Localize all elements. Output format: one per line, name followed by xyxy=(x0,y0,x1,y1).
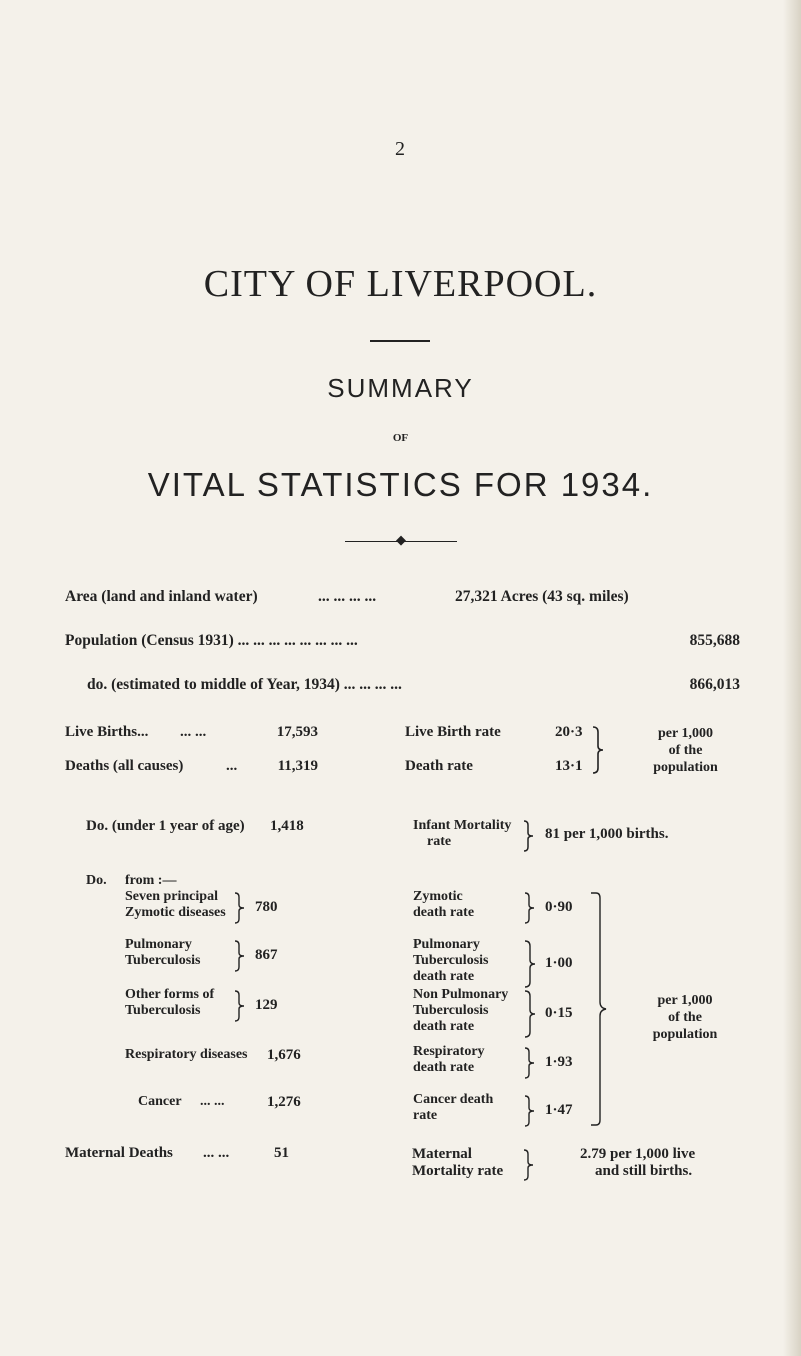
per-population-note-1: per 1,000 of the population xyxy=(653,726,718,775)
brace-cancer-rate xyxy=(524,1095,536,1127)
document-heading: VITAL STATISTICS FOR 1934. xyxy=(147,466,654,503)
rate-pulmonary-tb-value: 1·00 xyxy=(545,955,573,971)
cause-pulmonary-tb-count: 867 xyxy=(255,947,278,963)
maternal-deaths-label: Maternal Deaths xyxy=(65,1145,173,1161)
cause-cancer-leader: ... ... xyxy=(200,1094,225,1109)
rate-cancer-label: Cancer death rate xyxy=(413,1092,494,1123)
infant-mortality-value: 81 per 1,000 births. xyxy=(545,826,669,842)
infant-deaths-value: 1,418 xyxy=(270,818,304,834)
brace-other-tb-left xyxy=(234,990,246,1022)
rate-pulmonary-tb-label: Pulmonary Tuberculosis death rate xyxy=(413,937,489,984)
cause-respiratory-label: Respiratory diseases xyxy=(125,1047,248,1062)
rate-non-pulmonary-label: Non Pulmonary Tuberculosis death rate xyxy=(413,987,509,1034)
maternal-mortality-label: Maternal Mortality rate xyxy=(412,1146,504,1179)
cause-other-tb-count: 129 xyxy=(255,997,278,1013)
cause-other-tb-label: Other forms of Tuberculosis xyxy=(125,987,215,1018)
live-births-leader: ... ... xyxy=(180,724,207,740)
rate-respiratory-value: 1·93 xyxy=(545,1054,573,1070)
brace-zymotic-left xyxy=(234,892,246,924)
page-number: 2 xyxy=(395,138,405,160)
of-word: OF xyxy=(392,432,409,444)
brace-pulmonary-rate xyxy=(524,940,538,988)
area-label: Area (land and inland water) xyxy=(65,588,258,605)
brace-pulmonary-left xyxy=(234,940,246,972)
cause-cancer-label: Cancer xyxy=(138,1094,182,1109)
area-leader: ... ... ... ... xyxy=(318,588,377,605)
live-birth-rate-value: 20·3 xyxy=(555,724,583,740)
rate-zymotic-label: Zymotic death rate xyxy=(413,889,475,920)
cause-respiratory-count: 1,676 xyxy=(267,1047,301,1063)
cause-zymotic-count: 780 xyxy=(255,899,278,915)
from-label: from :— xyxy=(125,873,177,888)
rate-respiratory-label: Respiratory death rate xyxy=(413,1044,485,1075)
infant-deaths-label: Do. (under 1 year of age) xyxy=(86,818,245,834)
page-edge-shadow xyxy=(783,0,801,1356)
brace-rates-group xyxy=(590,892,612,1126)
deaths-all-value: 11,319 xyxy=(277,758,318,774)
per-population-note-2: per 1,000 of the population xyxy=(652,993,718,1042)
population-estimated-label: do. (estimated to middle of Year, 1934) ... ... ... ... xyxy=(87,676,402,693)
maternal-deaths-value: 51 xyxy=(274,1145,289,1161)
live-births-value: 17,593 xyxy=(276,724,318,740)
maternal-mortality-value: 2.79 per 1,000 live and still births. xyxy=(580,1146,696,1179)
rate-non-pulmonary-value: 0·15 xyxy=(545,1005,573,1021)
death-rate-value: 13·1 xyxy=(555,758,583,774)
brace-non-pulmonary-rate xyxy=(524,990,538,1038)
document-subtitle: SUMMARY xyxy=(327,373,474,403)
deaths-all-label: Deaths (all causes) xyxy=(65,758,184,774)
cause-cancer-count: 1,276 xyxy=(267,1094,301,1110)
brace-right-birth-death xyxy=(592,726,606,774)
cause-pulmonary-tb-label: Pulmonary Tuberculosis xyxy=(125,937,201,968)
brace-respiratory-rate xyxy=(524,1047,536,1079)
population-estimated-value: 866,013 xyxy=(689,676,740,693)
population-census-value: 855,688 xyxy=(689,632,740,649)
brace-maternal xyxy=(523,1149,535,1181)
brace-right-infant xyxy=(523,820,535,852)
cause-zymotic-label: Seven principal Zymotic diseases xyxy=(125,889,226,920)
live-births-label: Live Births... xyxy=(65,724,149,740)
live-birth-rate-label: Live Birth rate xyxy=(405,724,501,740)
population-census-label: Population (Census 1931) ... ... ... ... ... ... ... ... xyxy=(65,632,358,649)
death-rate-label: Death rate xyxy=(405,758,473,774)
brace-zymotic-rate xyxy=(524,892,536,924)
infant-mortality-label: Infant Mortality rate xyxy=(413,818,512,849)
area-value: 27,321 Acres (43 sq. miles) xyxy=(455,588,629,605)
ornament-diamond-icon: ◆ xyxy=(396,532,406,547)
rate-zymotic-value: 0·90 xyxy=(545,899,573,915)
title-rule xyxy=(370,340,430,342)
rate-cancer-value: 1·47 xyxy=(545,1102,573,1118)
maternal-deaths-leader: ... ... xyxy=(203,1145,230,1161)
from-label-do: Do. xyxy=(86,873,107,888)
deaths-all-leader: ... xyxy=(226,758,238,774)
document-title: CITY OF LIVERPOOL. xyxy=(203,263,598,305)
